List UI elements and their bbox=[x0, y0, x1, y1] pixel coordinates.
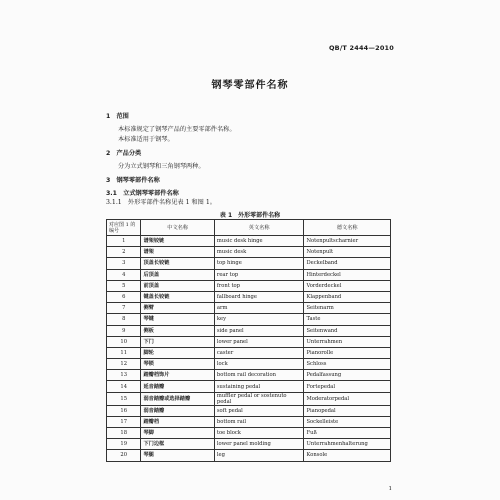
cell-english-name: lower panel bbox=[214, 336, 304, 347]
table-row bbox=[107, 359, 391, 370]
table-row bbox=[107, 439, 391, 450]
table-row bbox=[107, 450, 391, 461]
page-number: 1 bbox=[388, 486, 392, 492]
classification-paragraph: 分为立式钢琴和三角钢琴两种。 bbox=[118, 163, 205, 170]
cell-number: 16 bbox=[107, 405, 141, 416]
cell-german-name: Schloss bbox=[304, 359, 391, 370]
cell-english-name: fallboard hinge bbox=[214, 291, 304, 302]
cell-chinese-name: 键盖长铰链 bbox=[141, 291, 214, 302]
cell-number: 1 bbox=[107, 236, 141, 247]
cell-number: 18 bbox=[107, 428, 141, 439]
cell-chinese-name: 顶盖长铰链 bbox=[141, 258, 214, 269]
cell-chinese-name: 侧板 bbox=[141, 325, 214, 336]
cell-number: 8 bbox=[107, 314, 141, 325]
cell-english-name: sustaining pedal bbox=[214, 381, 304, 392]
cell-german-name: Unterrahmenhalterung bbox=[304, 439, 391, 450]
cell-chinese-name: 琴脚 bbox=[141, 428, 214, 439]
cell-english-name: caster bbox=[214, 347, 304, 358]
cell-number: 7 bbox=[107, 303, 141, 314]
cell-english-name: side panel bbox=[214, 325, 304, 336]
cell-english-name: muffler pedal or sostenuto pedal bbox=[214, 392, 304, 405]
cell-english-name: key bbox=[214, 314, 304, 325]
table-row bbox=[107, 314, 391, 325]
cell-chinese-name: 前顶盖 bbox=[141, 280, 214, 291]
subsection-3-1-heading: 3.1 立式钢琴零部件名称 bbox=[106, 190, 179, 197]
section-number: 1 bbox=[106, 113, 111, 120]
cell-german-name: Konsole bbox=[304, 450, 391, 461]
cell-number: 11 bbox=[107, 347, 141, 358]
cell-english-name: music desk hinge bbox=[214, 236, 304, 247]
cell-german-name: Vorderdeckel bbox=[304, 280, 391, 291]
table-row bbox=[107, 370, 391, 381]
section-title: 范围 bbox=[116, 113, 129, 120]
table-row bbox=[107, 336, 391, 347]
cell-english-name: soft pedal bbox=[214, 405, 304, 416]
section-number: 3 bbox=[106, 177, 111, 184]
cell-number: 12 bbox=[107, 359, 141, 370]
cell-german-name: Taste bbox=[304, 314, 391, 325]
cell-english-name: toe block bbox=[214, 428, 304, 439]
cell-chinese-name: 脚轮 bbox=[141, 347, 214, 358]
cell-german-name: Sockelleiste bbox=[304, 416, 391, 427]
table-row bbox=[107, 303, 391, 314]
scope-paragraph-2: 本标准适用于钢琴。 bbox=[118, 136, 174, 143]
section-title: 产品分类 bbox=[116, 150, 142, 157]
table-row bbox=[107, 280, 391, 291]
cell-german-name: Klappenband bbox=[304, 291, 391, 302]
cell-chinese-name: 延音踏瓣 bbox=[141, 381, 214, 392]
table-row bbox=[107, 428, 391, 439]
column-header-chinese: 中文名称 bbox=[141, 220, 214, 236]
table-row bbox=[107, 347, 391, 358]
cell-german-name: Moderatorpedal bbox=[304, 392, 391, 405]
cell-chinese-name: 谱架铰链 bbox=[141, 236, 214, 247]
cell-number: 6 bbox=[107, 291, 141, 302]
cell-number: 9 bbox=[107, 325, 141, 336]
cell-chinese-name: 琴锁 bbox=[141, 359, 214, 370]
table-header-row bbox=[107, 220, 391, 236]
cell-english-name: front top bbox=[214, 280, 304, 291]
parts-table bbox=[106, 219, 391, 462]
cell-english-name: rear top bbox=[214, 269, 304, 280]
cell-chinese-name: 琴键 bbox=[141, 314, 214, 325]
cell-english-name: bottom rail decoration bbox=[214, 370, 304, 381]
table-row bbox=[107, 291, 391, 302]
table-row bbox=[107, 325, 391, 336]
cell-number: 13 bbox=[107, 370, 141, 381]
cell-german-name: Deckelband bbox=[304, 258, 391, 269]
cell-english-name: music desk bbox=[214, 247, 304, 258]
cell-number: 20 bbox=[107, 450, 141, 461]
cell-chinese-name: 下门 bbox=[141, 336, 214, 347]
section-2-heading bbox=[106, 150, 141, 158]
cell-german-name: Unterrahmen bbox=[304, 336, 391, 347]
cell-german-name: Notenpultscharnier bbox=[304, 236, 391, 247]
table-row bbox=[107, 236, 391, 247]
cell-german-name: Notenpult bbox=[304, 247, 391, 258]
cell-english-name: bottom rail bbox=[214, 416, 304, 427]
cell-chinese-name: 下门边框 bbox=[141, 439, 214, 450]
table-row bbox=[107, 269, 391, 280]
cell-number: 17 bbox=[107, 416, 141, 427]
table-row bbox=[107, 416, 391, 427]
cell-german-name: Seitenarm bbox=[304, 303, 391, 314]
cell-number: 5 bbox=[107, 280, 141, 291]
table-caption: 表 1 外形零部件名称 bbox=[219, 212, 281, 219]
table-row bbox=[107, 405, 391, 416]
cell-german-name: Fuß bbox=[304, 428, 391, 439]
cell-number: 2 bbox=[107, 247, 141, 258]
cell-chinese-name: 谱架 bbox=[141, 247, 214, 258]
cell-english-name: top hinge bbox=[214, 258, 304, 269]
section-title: 钢琴零部件名称 bbox=[116, 177, 160, 184]
cell-chinese-name: 弱音踏瓣 bbox=[141, 405, 214, 416]
section-3-heading bbox=[106, 177, 160, 185]
cell-chinese-name: 踏瓣档 bbox=[141, 416, 214, 427]
table-row bbox=[107, 392, 391, 405]
cell-english-name: arm bbox=[214, 303, 304, 314]
cell-english-name: lock bbox=[214, 359, 304, 370]
cell-english-name: leg bbox=[214, 450, 304, 461]
cell-german-name: Seitenwand bbox=[304, 325, 391, 336]
cell-chinese-name: 后顶盖 bbox=[141, 269, 214, 280]
column-header-german: 德文名称 bbox=[304, 220, 391, 236]
cell-number: 19 bbox=[107, 439, 141, 450]
subsection-3-1-1-text: 3.1.1 外形零部件名称见表 1 和图 1。 bbox=[106, 199, 216, 206]
cell-number: 15 bbox=[107, 392, 141, 405]
cell-chinese-name: 踏瓣档饰片 bbox=[141, 370, 214, 381]
section-1-heading bbox=[106, 113, 129, 121]
cell-german-name: Fortepedal bbox=[304, 381, 391, 392]
cell-german-name: Pianopedal bbox=[304, 405, 391, 416]
cell-german-name: Pedalfassung bbox=[304, 370, 391, 381]
cell-number: 3 bbox=[107, 258, 141, 269]
section-number: 2 bbox=[106, 150, 111, 157]
table-row bbox=[107, 381, 391, 392]
cell-german-name: Hinterdeckel bbox=[304, 269, 391, 280]
scope-paragraph-1: 本标准规定了钢琴产品的主要零部件名称。 bbox=[118, 126, 236, 133]
cell-number: 10 bbox=[107, 336, 141, 347]
standard-code: QB/T 2444—2010 bbox=[328, 44, 394, 52]
document-title: 钢琴零部件名称 bbox=[211, 80, 289, 91]
table-row bbox=[107, 258, 391, 269]
cell-english-name: lower panel molding bbox=[214, 439, 304, 450]
cell-number: 4 bbox=[107, 269, 141, 280]
cell-chinese-name: 侧臂 bbox=[141, 303, 214, 314]
column-header-english: 英文名称 bbox=[214, 220, 304, 236]
cell-chinese-name: 琴腿 bbox=[141, 450, 214, 461]
cell-number: 14 bbox=[107, 381, 141, 392]
column-header-number: 对应图 1 的编号 bbox=[107, 220, 141, 236]
cell-chinese-name: 弱音踏瓣或选择踏瓣 bbox=[141, 392, 214, 405]
cell-german-name: Pianorolle bbox=[304, 347, 391, 358]
table-row bbox=[107, 247, 391, 258]
